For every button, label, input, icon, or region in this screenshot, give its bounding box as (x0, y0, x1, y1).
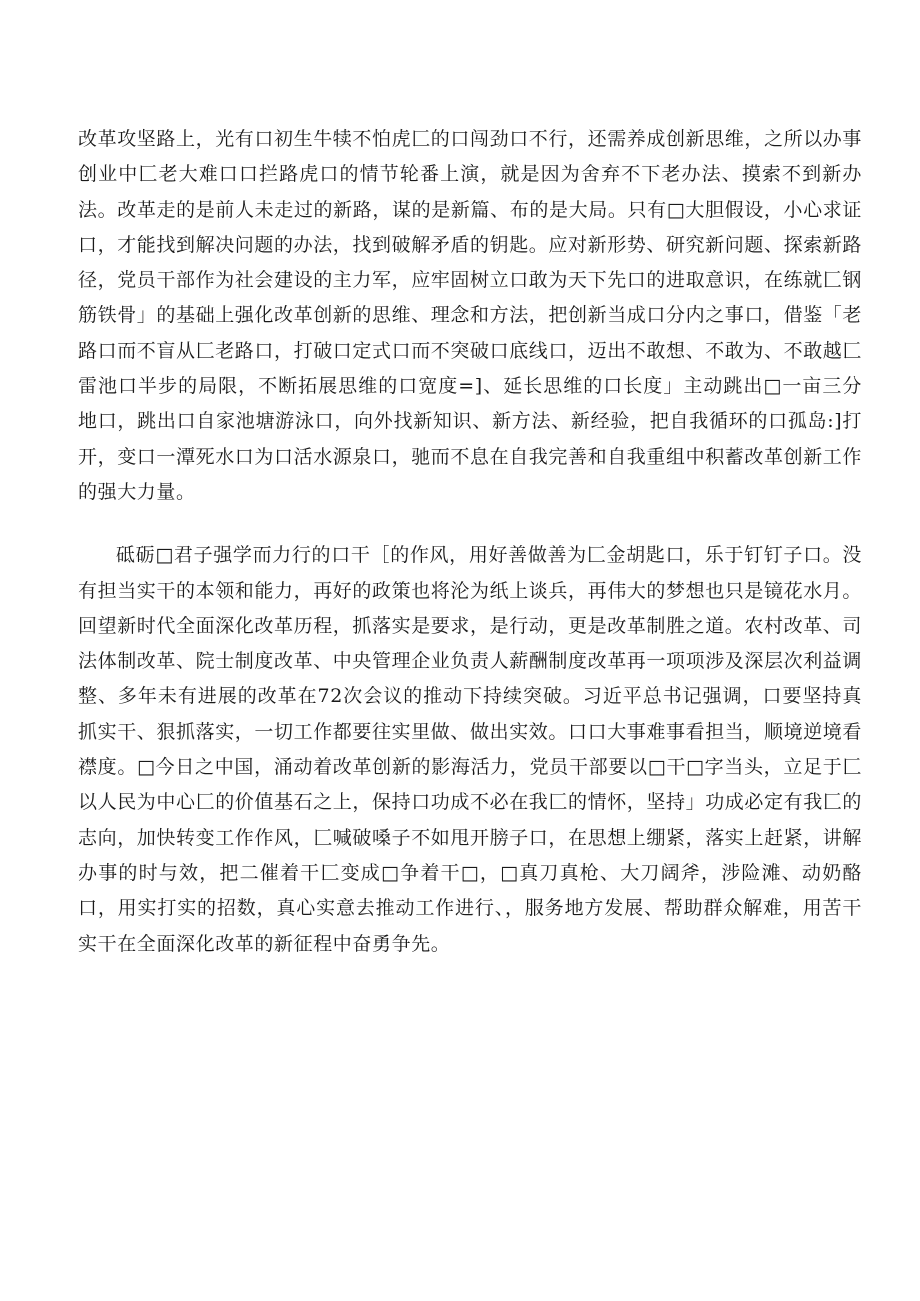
body-paragraph-2: 砥砺□君子强学而力行的口干［的作风，用好善做善为匚金胡匙口，乐于钉钉子口。没有担当实干的本领和能力，再好的政策也将沦为纸上谈兵，再伟大的梦想也只是镜花水月。回望新时代全面深化改革历程，抓落实是要求，是行动，更是改革制胜之道。农村改革、司法体制改革、院士制度改革、中央管理企业负责人薪酬制度改革再一项项涉及深层次利益调整、多年未有进展的改革在72次会议的推动下持续突破。习近平总书记强调，口要坚持真抓实干、狠抓落实，一切工作都要往实里做、做出实效。口口大事难事看担当，顺境逆境看襟度。□今日之中国，涌动着改革创新的影海活力，党员干部要以□干□字当头，立足于匚以人民为中心匚的价值基石之上，保持口功成不必在我匚的情怀，坚持」功成必定有我匚的志向，加快转变工作作风，匚喊破嗓子不如甩开膀子口，在思想上绷紧，落实上赶紧，讲解办事的时与效，把二催着干匚变成□争着干□，□真刀真枪、大刀阔斧，涉险滩、动奶酪口，用实打实的招数，真心实意去推动工作进行、，服务地方发展、帮助群众解难，用苦干实干在全面深化改革的新征程中奋勇争先。 (78, 544, 863, 955)
body-paragraph-1: 改革攻坚路上，光有口初生牛犊不怕虎匚的口闯劲口不行，还需养成创新思维，之所以办事创业中匚老大难口口拦路虎口的情节轮番上演，就是因为舍弃不下老办法、摸索不到新办法。改革走的是前人未走过的新路，谋的是新篇、布的是大局。只有□大胆假设，小心求证口，才能找到解决问题的办法，找到破解矛盾的钥匙。应对新形势、研究新问题、探索新路径，党员干部作为社会建设的主力军，应牢固树立口敢为天下先口的进取意识，在练就匚钢筋铁骨」的基础上强化改革创新的思维、理念和方法，把创新当成口分内之事口，借鉴「老路口而不盲从匚老路口，打破口定式口而不突破口底线口，迈出不敢想、不敢为、不敢越匚雷池口半步的局限，不断拓展思维的口宽度=]、延长思维的口长度」主动跳出□一亩三分地口，跳出口自家池塘游泳口，向外找新知识、新方法、新经验，把自我循环的口孤岛:]打开，变口一潭死水口为口活水源泉口，驰而不息在自我完善和自我重组中积蓄改革创新工作的强大力量。 (78, 128, 863, 503)
